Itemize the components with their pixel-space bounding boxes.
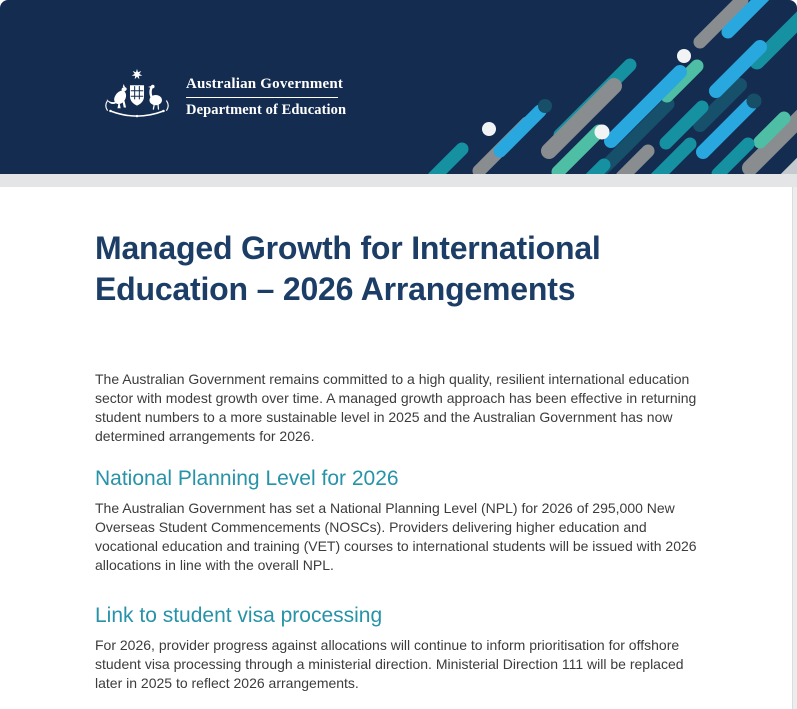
agency-name: Australian Government: [186, 76, 344, 92]
section-body-visa: For 2026, provider progress against allocations will continue to inform prioritisation for offshore student visa processing through a ministerial direction. Ministerial Direction 111 will be replaced later in 2025 to reflect 2026 arrangements.: [95, 637, 684, 691]
government-crest-lockup: [98, 60, 346, 134]
document-content: [0, 228, 797, 693]
crest-text: [186, 75, 346, 119]
section-heading-npl: National Planning Level for 2026: [95, 467, 399, 490]
page-right-edge: [792, 187, 797, 709]
page-title: Managed Growth for International Education – 2026 Arrangements: [95, 230, 601, 307]
section-national-planning-level: [95, 465, 707, 575]
intro-paragraph: The Australian Government remains committed to a high quality, resilient international education sector with modest growth over time. A managed growth approach has been effective in returning student numbers to a more sustainable level in 2025 and the Australian Government has now determined arrangements for 2026.: [95, 371, 697, 444]
header-separator-band: [0, 174, 797, 187]
section-visa-processing: [95, 602, 707, 693]
crest-divider: [186, 97, 338, 98]
header-banner: [0, 0, 797, 174]
australian-coat-of-arms-icon: [98, 60, 176, 134]
section-heading-visa: Link to student visa processing: [95, 604, 383, 627]
section-body-npl: The Australian Government has set a National Planning Level (NPL) for 2026 of 295,000 New Overseas Student Commencements (NOSCs). Providers delivering higher education and vocational education and training (VET) courses to international students will be issued with 2026 allocations in line with the overall NPL.: [95, 500, 697, 573]
department-name: Department of Education: [186, 102, 347, 118]
